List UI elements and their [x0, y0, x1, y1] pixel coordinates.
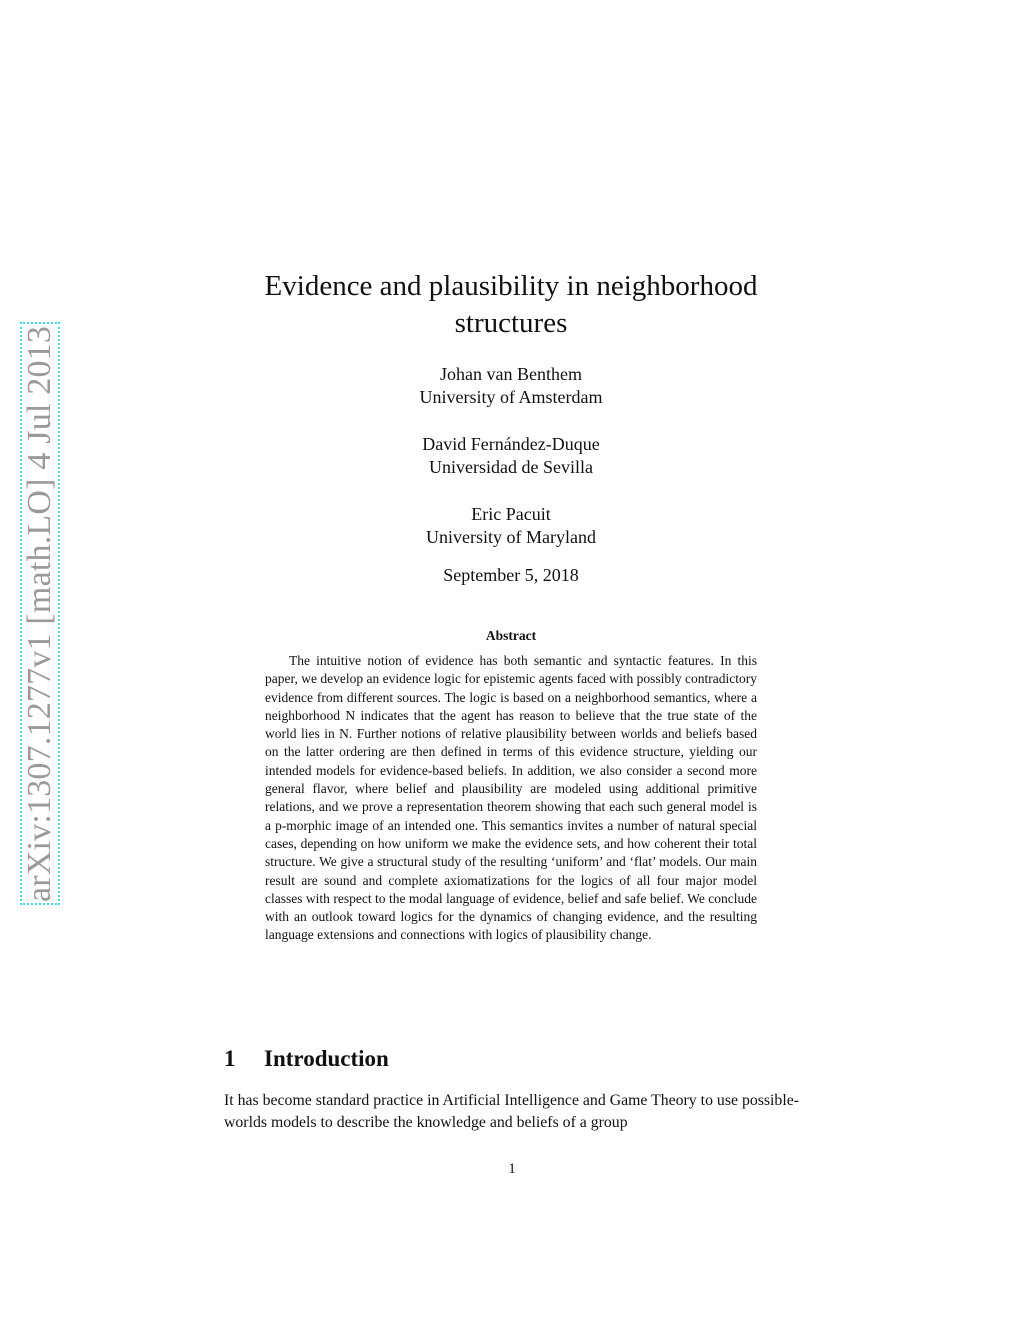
- author-block-2: [230, 433, 792, 479]
- introduction-paragraph: It has become standard practice in Artificial Intelligence and Game Theory to use possible-worlds models to describe the knowledge and beliefs of a group: [224, 1092, 799, 1131]
- author-name: Johan van Benthem: [440, 364, 582, 384]
- author-block-1: [230, 363, 792, 409]
- author-affiliation: Universidad de Sevilla: [429, 457, 593, 477]
- section-heading: [224, 1046, 389, 1072]
- publication-date: September 5, 2018: [443, 565, 579, 585]
- author-name: Eric Pacuit: [471, 504, 551, 524]
- abstract-heading: Abstract: [485, 628, 537, 643]
- arxiv-identifier-stamp: [20, 322, 60, 905]
- section-number: 1: [224, 1046, 236, 1071]
- abstract-body: The intuitive notion of evidence has both semantic and syntactic features. In this paper, we develop an evidence logic for epistemic agents faced with possibly contradictory evidence from different sources. The logic is based on a neighborhood semantics, where a neighborhood N indicates that the agent has reason to believe that the true state of the world lies in N. Further notions of relative plausibility between worlds and beliefs based on the latter ordering are then defined in terms of this evidence structure, yielding our intended models for evidence-based beliefs. In addition, we also consider a second more general flavor, where belief and plausibility are modeled using additional primitive relations, and we prove a representation theorem showing that each such general model is a p-morphic image of an intended one. This semantics invites a number of natural special cases, depending on how uniform we make the evidence sets, and how coherent their total structure. We give a structural study of the resulting ‘uniform’ and ‘flat’ models. Our main result are sound and complete axiomatizations for the logics of all four major model classes with respect to the modal language of evidence, belief and safe belief. We conclude with an outlook toward logics for the dynamics of changing evidence, and the resulting language extensions and connections with logics of plausibility change.: [265, 653, 757, 943]
- page-number: 1: [508, 1161, 516, 1177]
- section-title: Introduction: [264, 1046, 389, 1071]
- author-block-3: [230, 503, 792, 549]
- arxiv-identifier: arXiv:1307.1277v1 [math.LO] 4 Jul 2013: [21, 325, 58, 902]
- author-affiliation: University of Amsterdam: [419, 387, 603, 407]
- author-affiliation: University of Maryland: [426, 527, 596, 547]
- paper-title: Evidence and plausibility in neighborhood structures: [264, 270, 758, 339]
- author-name: David Fernández-Duque: [422, 434, 600, 454]
